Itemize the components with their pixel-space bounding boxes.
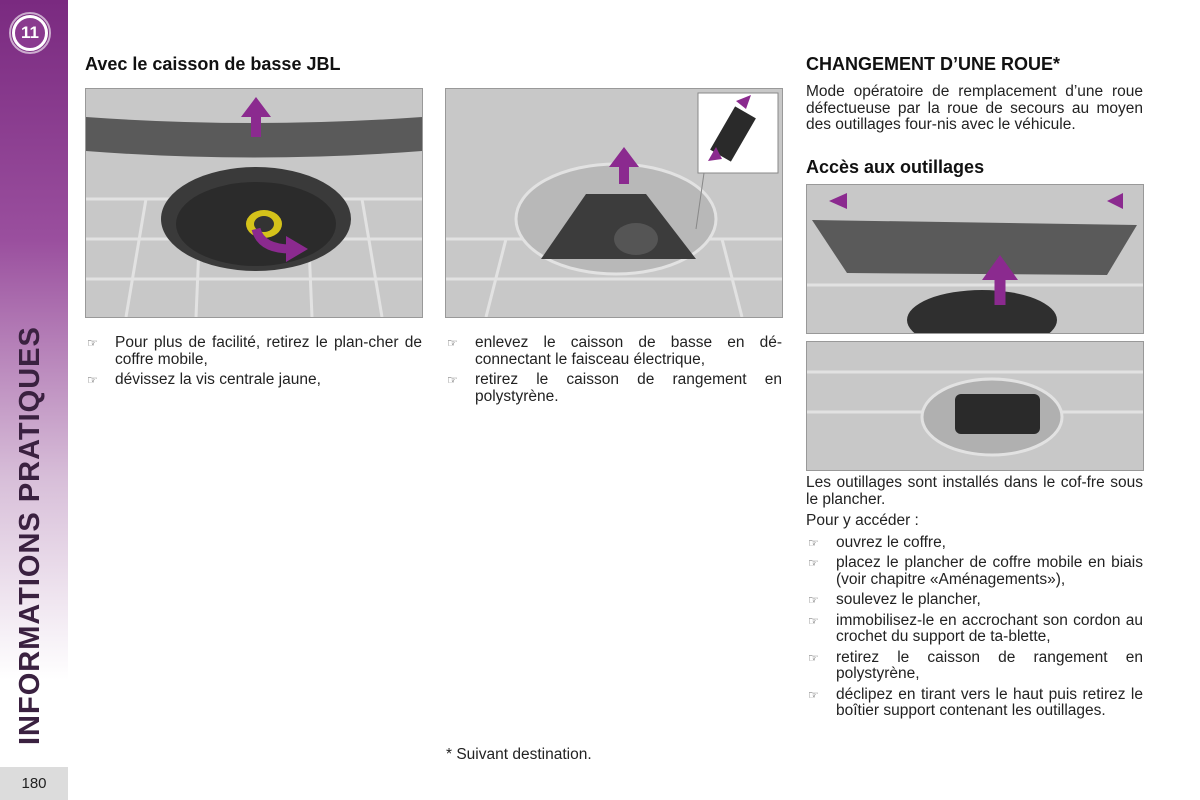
pointing-hand-icon: ☞ xyxy=(808,556,819,570)
tools-location-paragraph: Les outillages sont installés dans le cof-fre sous le plancher. xyxy=(806,474,1143,508)
list-item: ☞ dévissez la vis centrale jaune, xyxy=(87,371,321,388)
column1-bullet-list xyxy=(85,335,422,389)
column1-text xyxy=(85,335,422,393)
list-item: ☞ soulevez le plancher, xyxy=(808,591,981,608)
figure-remove-subwoofer xyxy=(445,88,783,318)
pointing-hand-icon: ☞ xyxy=(808,535,819,550)
list-item: ☞ Pour plus de facilité, retirez le plan-cher de coffre mobile, xyxy=(87,334,422,368)
access-intro-paragraph: Pour y accéder : xyxy=(806,512,919,529)
access-steps-list xyxy=(806,535,1143,720)
pointing-hand-icon: ☞ xyxy=(808,613,819,628)
column2-text xyxy=(445,335,782,409)
pointing-hand-icon: ☞ xyxy=(808,687,819,702)
pointing-hand-icon: ☞ xyxy=(447,336,458,350)
pointing-hand-icon: ☞ xyxy=(87,336,98,350)
pointing-hand-icon: ☞ xyxy=(808,593,819,607)
footnote: * Suivant destination. xyxy=(446,746,592,763)
list-item: ☞ immobilisez-le en accrochant son cordon au crochet du support de ta-blette, xyxy=(808,611,1143,645)
pointing-hand-icon: ☞ xyxy=(447,373,458,387)
list-item: ☞ enlevez le caisson de basse en dé-connectant le faisceau électrique, xyxy=(447,334,782,368)
list-item: ☞ ouvrez le coffre, xyxy=(808,533,946,551)
jbl-section-heading: Avec le caisson de basse JBL xyxy=(85,54,341,74)
list-item: ☞ retirez le caisson de rangement en polystyrène, xyxy=(808,648,1143,682)
list-item: ☞ retirez le caisson de rangement en polystyrène. xyxy=(447,371,782,405)
column2-bullet-list xyxy=(445,335,782,405)
chapter-number-badge: 11 xyxy=(12,15,48,51)
page-number: 180 xyxy=(0,767,68,800)
chapter-sidebar xyxy=(0,0,68,800)
intro-text-block xyxy=(806,84,1143,139)
section-title-vertical: INFORMATIONS PRATIQUES xyxy=(14,326,46,745)
figure-tool-box xyxy=(806,341,1144,471)
list-item: ☞ placez le plancher de coffre mobile en biais (voir chapitre «Aménagements»), xyxy=(808,554,1143,588)
figure-remove-floor xyxy=(85,88,423,318)
list-item: ☞ déclipez en tirant vers le haut puis retirez le boîtier support contenant les outillages. xyxy=(808,685,1143,719)
wheel-change-heading: CHANGEMENT D’UNE ROUE* xyxy=(806,54,1061,74)
figure-lift-floor xyxy=(806,184,1144,334)
pointing-hand-icon: ☞ xyxy=(87,373,98,387)
tools-access-text xyxy=(806,475,1143,724)
intro-paragraph: Mode opératoire de remplacement d’une roue défectueuse par la roue de secours au moyen des outillages four-nis avec le véhicule. xyxy=(806,83,1143,133)
tools-access-subheading: Accès aux outillages xyxy=(806,157,985,177)
pointing-hand-icon: ☞ xyxy=(808,650,819,665)
